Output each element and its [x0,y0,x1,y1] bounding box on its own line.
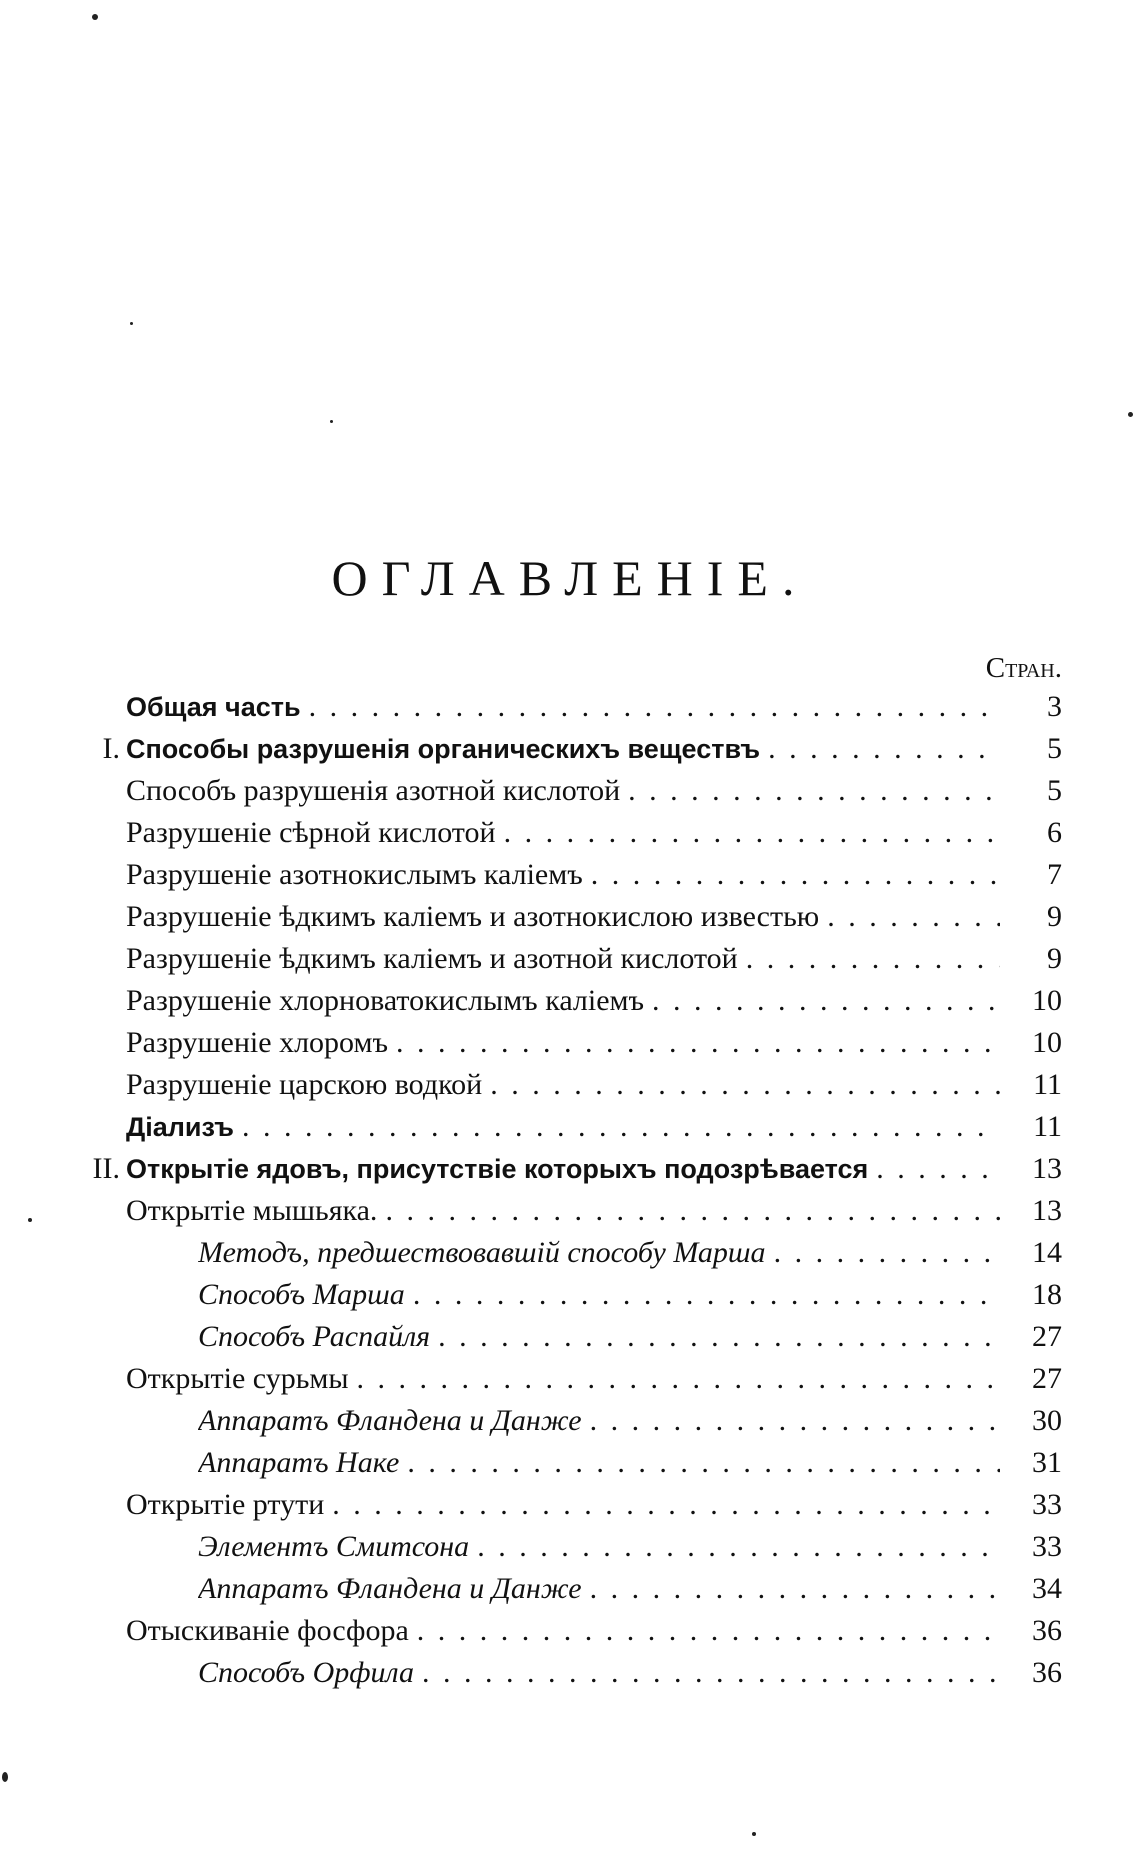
toc-entry-page-number: 11 [1033,1110,1062,1143]
toc-entry [0,1148,1140,1190]
toc-entry-label: Элементъ Смитсона [198,1530,470,1563]
toc-entry-label: Разрушеніе сѣрной кислотой [126,816,496,849]
toc-entry-text [198,1568,1000,1610]
toc-entry [0,728,1140,770]
print-speck [2,1772,8,1782]
toc-entry-page-number: 31 [1032,1446,1062,1479]
dot-leader [827,896,1000,938]
toc-entry-page-number: 36 [1032,1656,1062,1689]
toc-entry [0,1316,1140,1358]
toc-entry [0,1064,1140,1106]
toc-entry-text [126,770,1000,812]
dot-leader [590,1400,1000,1442]
dot-leader [652,980,1000,1022]
toc-entry-page-number: 5 [1047,774,1062,807]
toc-entry-text [198,1274,1000,1316]
dot-leader [422,1652,1000,1694]
toc-entry-label: Способъ Орфила [198,1656,415,1689]
dot-leader [628,770,1000,812]
toc-entry-text [126,1190,1000,1232]
toc-entry [0,812,1140,854]
toc-entry-label: Аппаратъ Наке [198,1446,400,1479]
toc-entry-label: Разрушеніе хлоромъ [126,1026,388,1059]
toc-entry [0,1022,1140,1064]
toc-entry-label: Разрушеніе ѣдкимъ каліемъ и азотнокислою известью [126,900,820,933]
toc-entry-label: Разрушеніе царскою водкой [126,1068,483,1101]
dot-leader [768,728,1000,770]
page-column-header: Стран. [985,652,1062,684]
toc-entry-label: Разрушеніе ѣдкимъ каліемъ и азотной кислотой [126,942,738,975]
toc-entry-text [126,1148,1000,1190]
toc-entry-page-number: 27 [1032,1320,1062,1353]
toc-entry-page-number: 3 [1047,690,1062,723]
toc-entry-page-number: 27 [1032,1362,1062,1395]
toc-entry-text [126,728,1000,770]
dot-leader [413,1274,1000,1316]
toc-entry-label: Открытіе мышьяка. [126,1194,378,1227]
toc-entry [0,1610,1140,1652]
toc-entry-text [126,1064,1000,1106]
toc-entry [0,1442,1140,1484]
toc-entry-label: Аппаратъ Фландена и Данже [198,1404,582,1437]
print-speck [92,14,98,20]
dot-leader [309,686,1000,728]
toc-entry-label: Разрушеніе азотнокислымъ каліемъ [126,858,583,891]
toc-entry [0,1652,1140,1694]
dot-leader [242,1106,1000,1148]
dot-leader [417,1610,1000,1652]
page-title: ОГЛАВЛЕНІЕ. [331,550,809,606]
toc-entry-text [198,1316,1000,1358]
toc-entry-page-number: 33 [1032,1488,1062,1521]
toc-entry [0,938,1140,980]
toc-entry [0,1274,1140,1316]
table-of-contents [0,686,1140,1694]
toc-entry [0,1190,1140,1232]
toc-entry-label: Способъ разрушенія азотной кислотой [126,774,621,807]
toc-entry [0,1106,1140,1148]
toc-entry-label: Разрушеніе хлорноватокислымъ каліемъ [126,984,645,1017]
toc-entry-text [126,1484,1000,1526]
toc-entry-label: Отыскиваніе фосфора [126,1614,409,1647]
dot-leader [774,1232,1000,1274]
dot-leader [477,1526,1000,1568]
toc-entry [0,1484,1140,1526]
print-speck [752,1832,756,1836]
dot-leader [385,1190,1000,1232]
toc-entry-text [198,1442,1000,1484]
toc-entry [0,1568,1140,1610]
toc-entry-text [198,1232,1000,1274]
print-speck [330,420,333,423]
toc-entry-text [126,1106,1000,1148]
toc-entry-text [126,854,1000,896]
toc-entry-text [126,1610,1000,1652]
toc-entry-label: Діализъ [126,1112,234,1142]
toc-entry-label: Способъ Марша [198,1278,405,1311]
toc-entry-label: Методъ, предшествовавшій способу Марша [198,1236,766,1269]
toc-entry-page-number: 33 [1032,1530,1062,1563]
toc-entry-text [198,1400,1000,1442]
toc-entry [0,1526,1140,1568]
toc-entry-label: Общая часть [126,692,301,722]
toc-entry-label: Аппаратъ Фландена и Данже [198,1572,582,1605]
toc-entry-page-number: 6 [1047,816,1062,849]
dot-leader [591,854,1000,896]
toc-entry-text [126,938,1000,980]
toc-entry [0,770,1140,812]
dot-leader [332,1484,1000,1526]
toc-entry-page-number: 7 [1047,858,1062,891]
toc-entry-page-number: 9 [1047,900,1062,933]
toc-entry-number: II. [92,1152,120,1185]
toc-entry-page-number: 13 [1032,1152,1062,1185]
toc-entry [0,896,1140,938]
dot-leader [490,1064,1000,1106]
toc-entry-text [198,1652,1000,1694]
toc-entry [0,686,1140,728]
dot-leader [407,1442,1000,1484]
toc-entry-text [126,896,1000,938]
print-speck [1128,412,1133,417]
toc-entry-text [126,812,1000,854]
toc-entry-text [126,686,1000,728]
dot-leader [357,1358,1000,1400]
toc-entry-label: Открытіе ядовъ, присутствіе которыхъ подозрѣвается [126,1154,869,1184]
dot-leader [504,812,1000,854]
print-speck [130,322,133,325]
toc-entry-text [126,980,1000,1022]
toc-entry-page-number: 10 [1032,984,1062,1017]
dot-leader [438,1316,1000,1358]
toc-entry-label: Способы разрушенія органическихъ веществъ [126,734,761,764]
toc-entry [0,980,1140,1022]
toc-entry-page-number: 13 [1032,1194,1062,1227]
toc-entry-label: Открытіе ртути [126,1488,325,1521]
dot-leader [590,1568,1000,1610]
toc-entry-text [126,1022,1000,1064]
dot-leader [876,1148,1000,1190]
toc-entry [0,854,1140,896]
toc-entry [0,1400,1140,1442]
dot-leader [746,938,1000,980]
toc-entry-label: Способъ Распайля [198,1320,431,1353]
toc-entry-page-number: 36 [1032,1614,1062,1647]
toc-entry-page-number: 5 [1047,732,1062,765]
dot-leader [396,1022,1000,1064]
toc-entry-page-number: 14 [1032,1236,1062,1269]
toc-entry-page-number: 18 [1032,1278,1062,1311]
toc-entry [0,1232,1140,1274]
toc-entry-number: I. [102,732,120,765]
toc-entry-page-number: 9 [1047,942,1062,975]
toc-entry [0,1358,1140,1400]
toc-entry-page-number: 34 [1032,1572,1062,1605]
toc-entry-text [126,1358,1000,1400]
toc-entry-page-number: 30 [1032,1404,1062,1437]
toc-entry-label: Открытіе сурьмы [126,1362,349,1395]
toc-entry-text [198,1526,1000,1568]
toc-entry-page-number: 10 [1032,1026,1062,1059]
toc-entry-page-number: 11 [1033,1068,1062,1101]
